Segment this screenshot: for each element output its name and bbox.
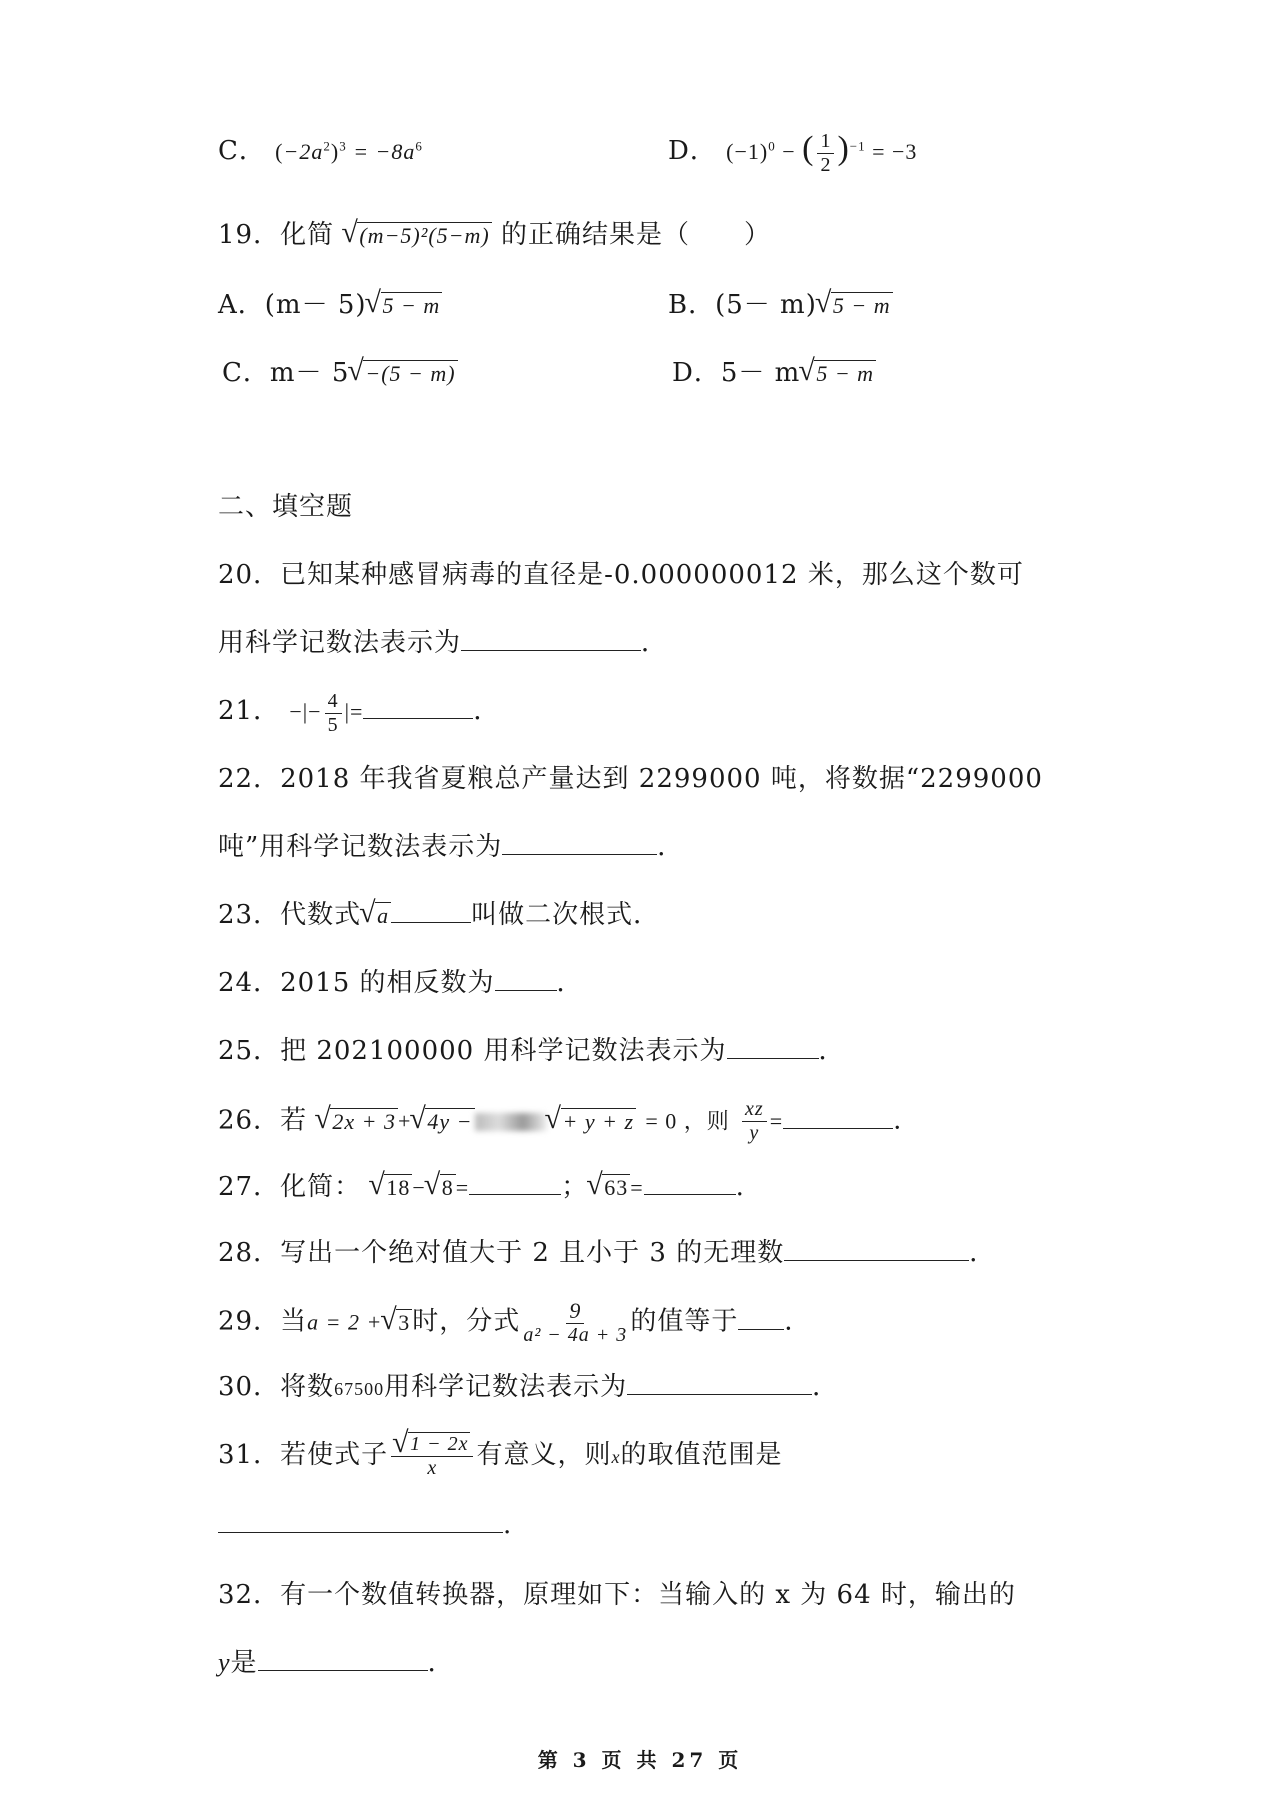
q31: 31．若使式子 √ $\frac{1 - 2x}{x}$ 有意义，则x的取值范围是 [218,1432,783,1480]
q19-option-b: B．(5－ m)√ 5 − m [668,284,893,321]
q19-option-d: D．5－ m√ 5 − m [672,352,876,389]
q32-line2: y是 ． [218,1648,455,1678]
q29: 29．当a = 2 +√ 3时，分式 $\frac{9}{\text{a² − 4a + 3}}$ 的值等于 ． [218,1298,811,1347]
answer-blank[interactable] [783,1104,893,1129]
q19-option-a: A．(m－ 5)√ 5 − m [218,284,442,321]
answer-blank[interactable] [218,1508,503,1533]
q20-line1: 20．已知某种感冒病毒的直径是-0.000000012 米，那么这个数可 [218,560,1024,590]
answer-blank[interactable] [495,966,557,991]
q20-line2: 用科学记数法表示为 ． [218,628,669,658]
answer-blank[interactable] [258,1646,428,1671]
answer-blank[interactable] [461,626,641,651]
answer-blank[interactable] [391,898,471,923]
answer-blank[interactable] [469,1170,561,1195]
question-tail: 的正确结果是（ ） [501,220,772,250]
q22-line2: 吨”用科学记数法表示为 ． [218,832,685,862]
answer-blank[interactable] [627,1370,812,1395]
q19-radical: √ (m−5)²(5−m) [343,222,491,249]
answer-blank[interactable] [502,830,657,855]
q18-c-expression: $(-2a^2)^3 = -8a^6$ [275,138,423,164]
q24: 24．2015 的相反数为 ． [218,968,584,998]
q22-line1: 22．2018 年我省夏粮总产量达到 2299000 吨，将数据“2299000 [218,764,1043,794]
obscured-region [475,1113,547,1131]
answer-blank[interactable] [784,1236,969,1261]
q18-option-c [218,130,423,167]
question-number: 19．化简 [218,220,335,250]
q23: 23．代数式√ a 叫做二次根式． [218,894,660,931]
q26: 26．若 √ 2x + 3+√ 4y −√ + y + z = 0 ，则 $\frac{xz}{y}$ = . [218,1098,902,1145]
page-footer: 第 3 页 共 27 页 [537,1748,743,1772]
section-heading: 二、填空题 [218,492,354,522]
q31-answer: . [218,1508,512,1540]
answer-blank[interactable] [363,694,473,719]
answer-blank[interactable] [738,1305,784,1330]
option-label: D． [668,136,717,166]
q28: 28．写出一个绝对值大于 2 且小于 3 的无理数 ． [218,1238,997,1268]
q32-line1: 32．有一个数值转换器，原理如下：当输入的 x 为 64 时，输出的 [218,1580,1016,1610]
answer-blank[interactable] [727,1034,819,1059]
q27: 27．化简： √ 18−√ 8= ；√ 63= . [218,1166,745,1203]
q21: 21． −|− $\frac{4}{5}$ |= ． [218,690,501,737]
q18-option-d [668,130,917,177]
q25: 25．把 202100000 用科学记数法表示为 ． [218,1036,846,1066]
option-label: C． [218,136,266,166]
q30: 30．将数67500用科学记数法表示为 ． [218,1372,840,1402]
q18-d-expression: $(-1)^0$ − ( $\frac{1}{2}$ )$^{-1}$ = −3 [726,130,918,177]
answer-blank[interactable] [644,1170,736,1195]
q19-stem [218,214,771,251]
q19-option-c: C．m－ 5√ −(5 − m) [222,352,458,389]
